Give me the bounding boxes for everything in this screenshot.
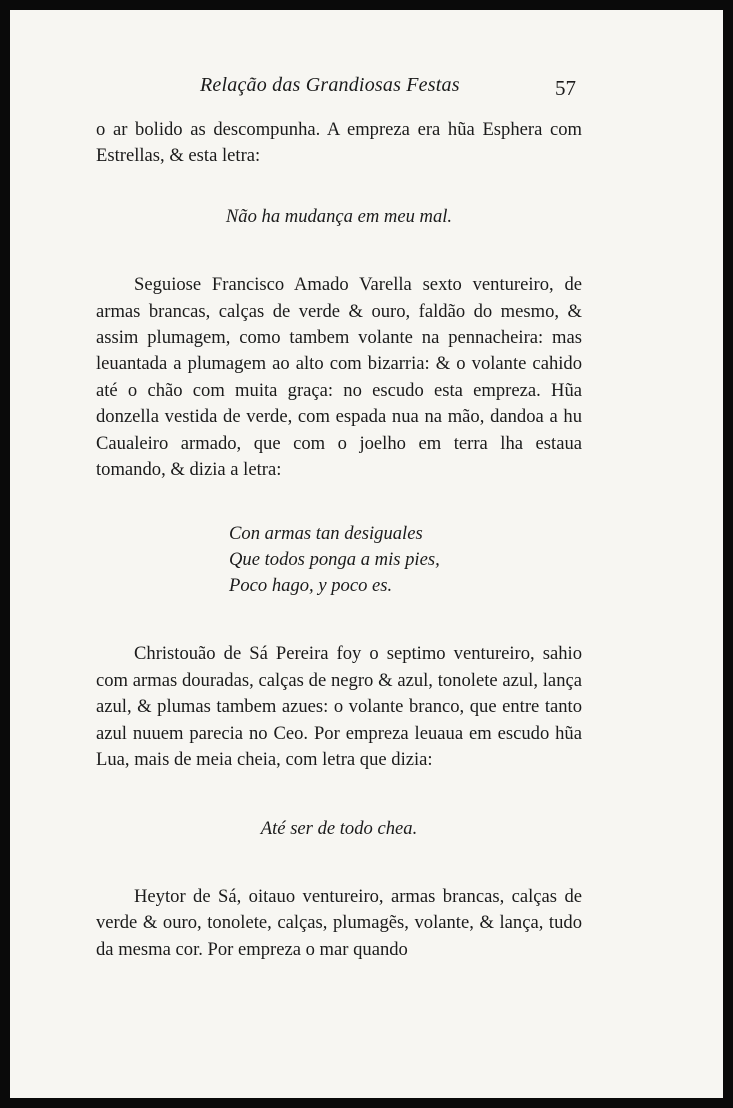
motto-2: Até ser de todo chea. (260, 817, 418, 839)
verse (229, 521, 582, 599)
verse-line-2: Que todos ponga a mis pies, (229, 549, 440, 571)
motto-1: Não ha mudança em meu mal. (225, 205, 453, 227)
verse-line-3: Poco hago, y poco es. (229, 575, 393, 597)
paragraph-3: Christouão de Sá Pereira foy o septimo ventureiro, sahio com armas douradas, calças de negro & azul, tonolete azul, lança azul, & plumas tambem azues: o volante branco, que entre tanto azul nuuem parecia no Ceo. Por empreza leuaua em escudo hũa Lua, mais de meia cheia, com letra que dizia: (96, 643, 582, 771)
verse-line-1: Con armas tan desiguales (229, 523, 423, 545)
running-title: Relação das Grandiosas Festas (200, 74, 460, 96)
page-number: 57 (555, 76, 576, 100)
paragraph-4: Heytor de Sá, oitauo ventureiro, armas brancas, calças de verde & ouro, tonolete, calças, plumagẽs, volante, & lança, tudo da mesma cor. Por empreza o mar quando (96, 885, 582, 960)
page-header (10, 72, 723, 112)
paragraph-1: o ar bolido as descompunha. A empreza era hũa Esphera com Estrellas, & esta letra: (96, 119, 582, 167)
book-page (10, 10, 723, 1098)
page-body (96, 117, 582, 963)
paragraph-2: Seguiose Francisco Amado Varella sexto ventureiro, de armas brancas, calças de verde & ouro, faldão do mesmo, & assim plumagem, como tambem volante na pennacheira: mas leuantada a plumagem ao alto com bizarria: & o volante cahido até o chão com muita graça: no escudo esta empreza. Hũa donzella vestida de verde, com espada nua na mão, dandoa a hu Caualeiro armado, que com o joelho em terra lha estaua tomando, & dizia a letra: (96, 274, 582, 481)
